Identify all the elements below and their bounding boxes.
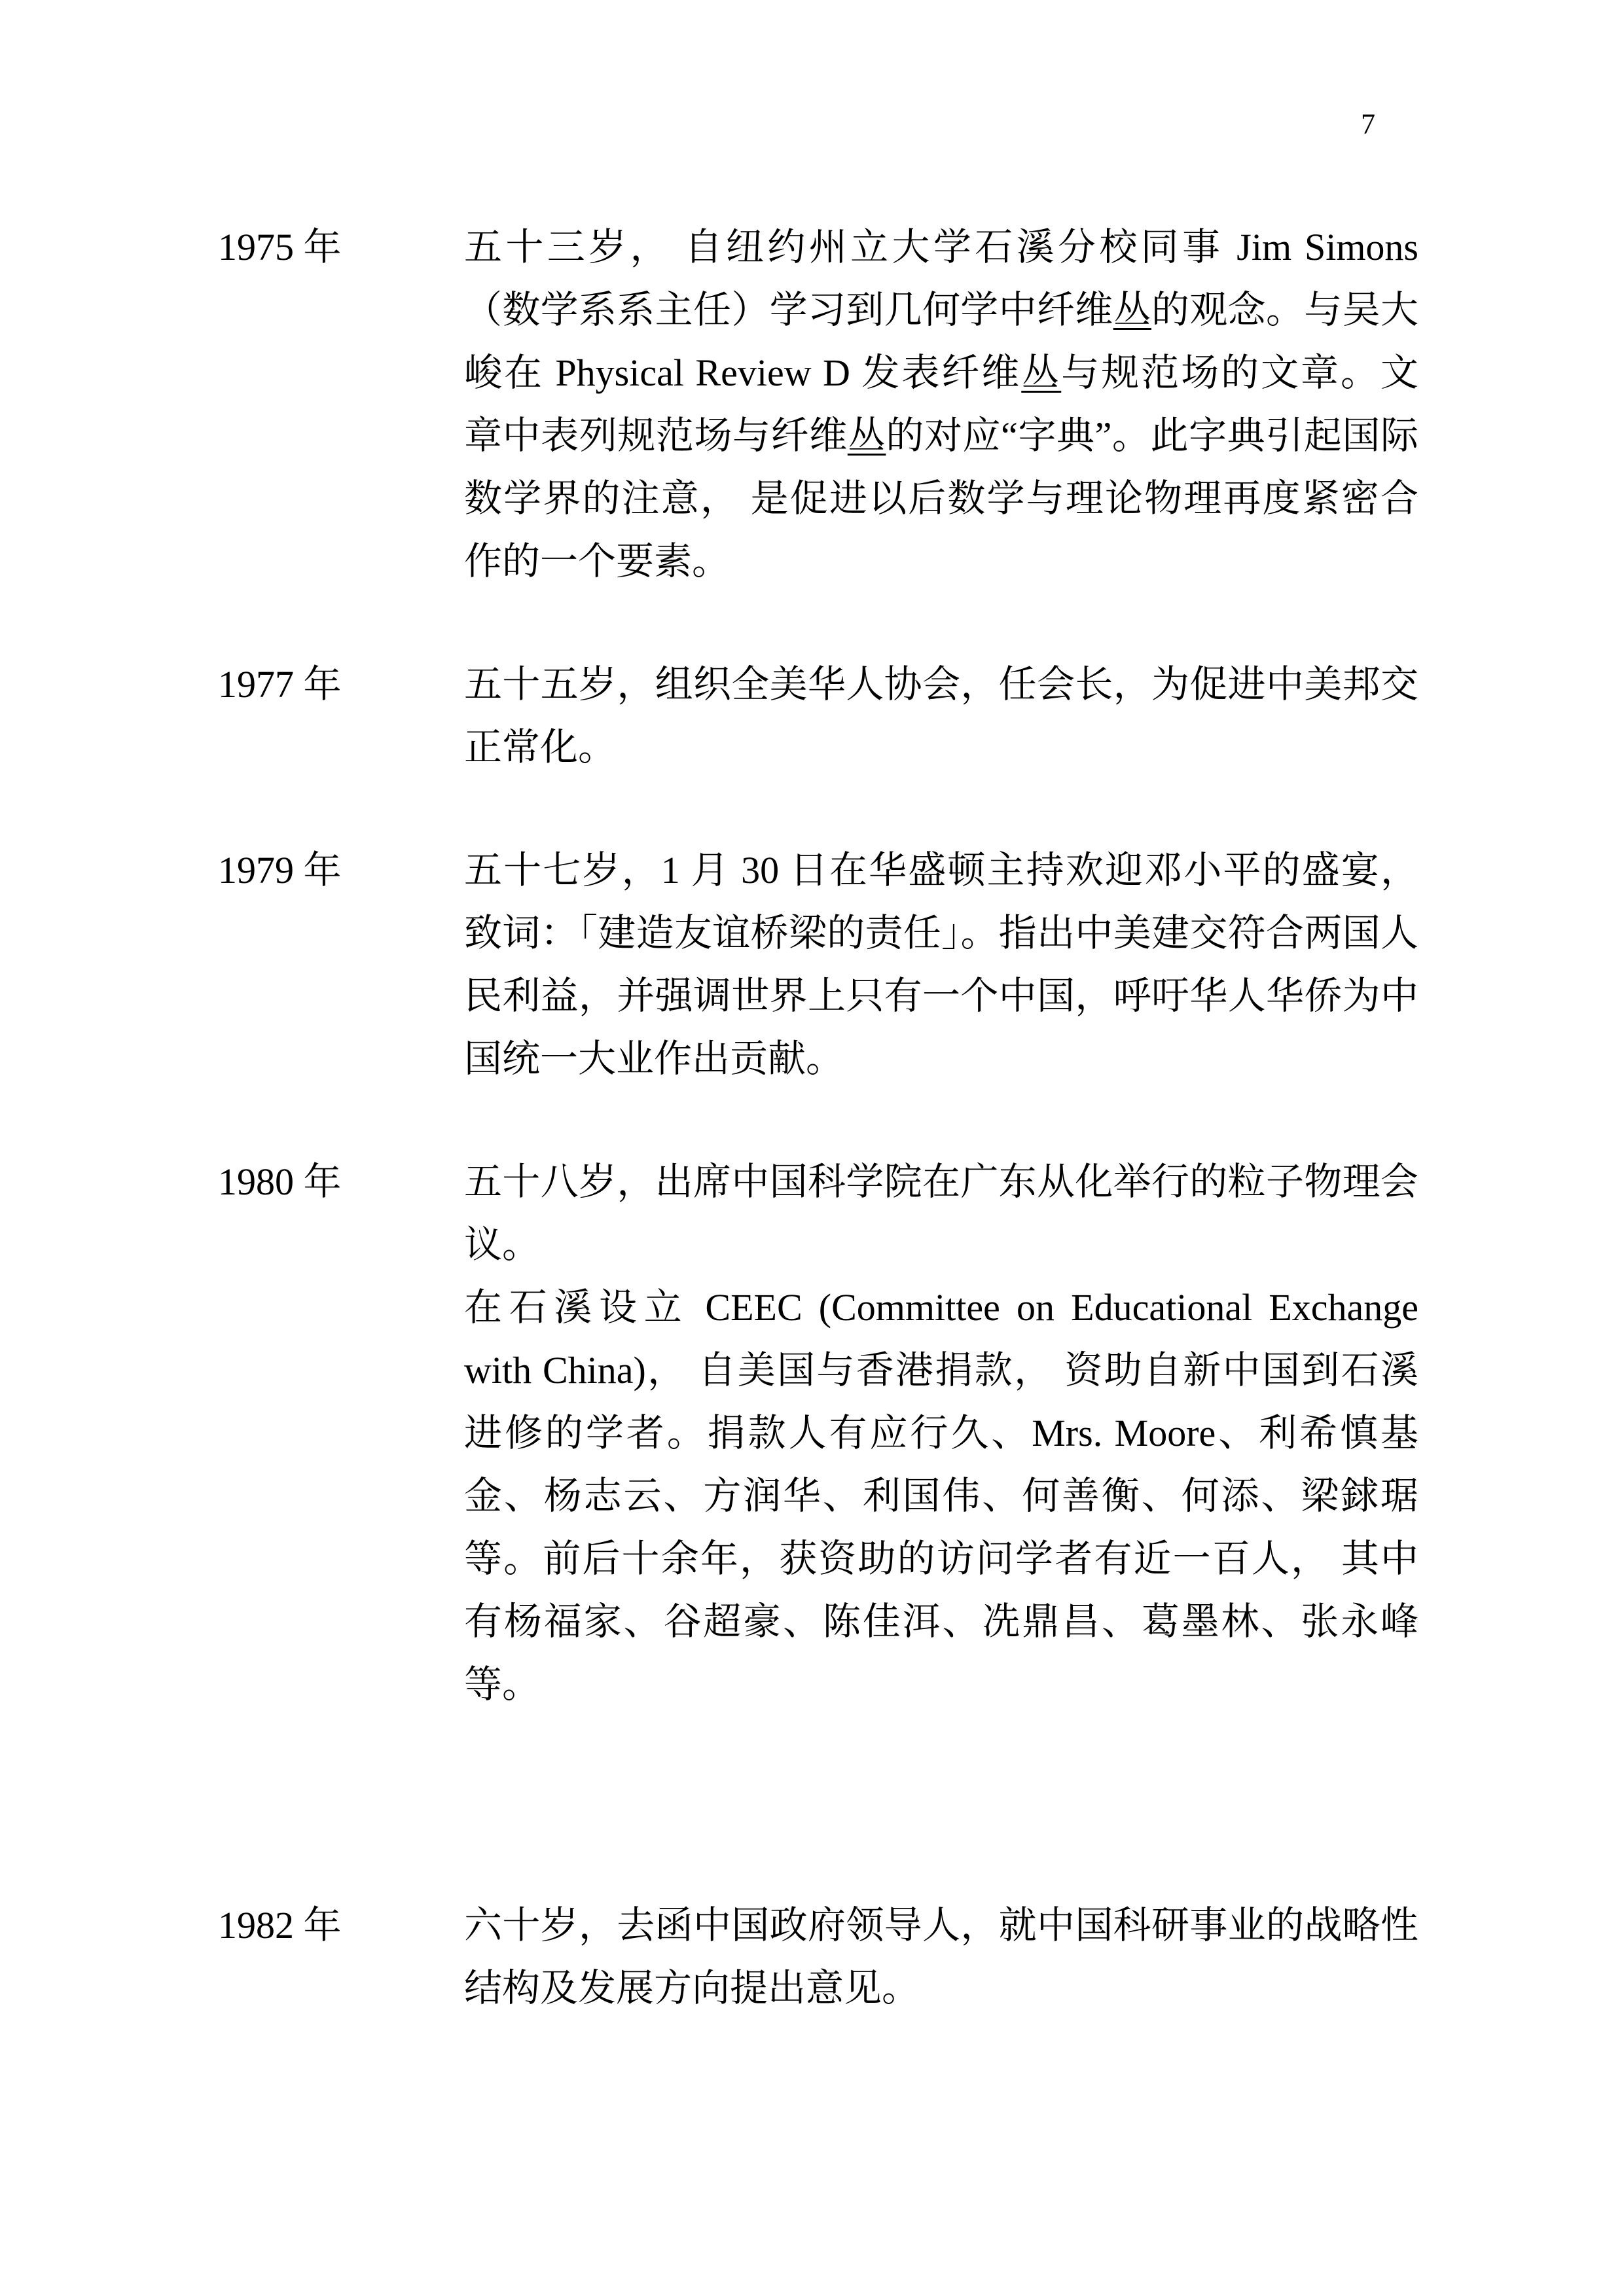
underlined-text: 丛 [1021, 351, 1062, 394]
entry-content [464, 216, 1418, 593]
underlined-text: 丛 [1113, 289, 1151, 331]
text-run: 在石溪设立 CEEC (Committee on Educational Exchange with China)， 自美国与香港捐款， 资助自新中国到石溪进修的学者。捐款人有应行久、Mrs. Moore、利希慎基金、杨志云、方润华、利国伟、何善衡、何添、梁銶琚等。前后十余年，获资助的访问学者有近一百人， 其中有杨福家、谷超豪、陈佳洱、冼鼎昌、葛墨林、张永峰等。 [464, 1286, 1418, 1706]
entry-paragraph [464, 216, 1418, 593]
text-run: 五十五岁，组织全美华人协会，任会长，为促进中美邦交正常化。 [464, 663, 1418, 768]
entry-year: 1980 年 [218, 1160, 342, 1203]
text-run: 与规范场的文章。文章中表列规范场与纤维 [464, 351, 1418, 457]
timeline-entry [218, 216, 1418, 593]
timeline-entry [218, 1894, 1418, 2020]
text-run: 五十八岁，出席中国科学院在广东从化举行的粒子物理会议。 [464, 1160, 1418, 1266]
timeline-entry [218, 839, 1418, 1090]
entry-paragraph [464, 1894, 1418, 2020]
text-run: 的对应“字典”。此字典引起国际数学界的注意， 是促进以后数学与理论物理再度紧密合作的一个要素。 [464, 414, 1418, 583]
entry-year: 1975 年 [218, 226, 342, 268]
text-run: 的观念。与吴大峻在 Physical Review D 发表纤维 [464, 289, 1418, 394]
text-run: 五十三岁， 自纽约州立大学石溪分校同事 Jim Simons（数学系系主任）学习到几何学中纤维 [464, 226, 1418, 331]
timeline-entry [218, 1151, 1418, 1716]
entry-content [464, 653, 1418, 779]
underlined-text: 丛 [847, 414, 886, 457]
page-number: 7 [1361, 108, 1375, 140]
entry-year: 1979 年 [218, 849, 342, 891]
timeline-entry [218, 653, 1418, 779]
entry-paragraph [464, 839, 1418, 1090]
text-run: 五十七岁，1 月 30 日在华盛顿主持欢迎邓小平的盛宴，致词：「建造友谊桥梁的责任」。指出中美建交符合两国人民利益，并强调世界上只有一个中国，呼吁华人华侨为中国统一大业作出贡献。 [464, 849, 1418, 1080]
text-run: 六十岁，去函中国政府领导人，就中国科研事业的战略性结构及发展方向提出意见。 [464, 1904, 1418, 2009]
entry-content [464, 839, 1418, 1090]
entry-year: 1982 年 [218, 1904, 342, 1946]
entry-content [464, 1151, 1418, 1716]
entry-content [464, 1894, 1418, 2020]
entry-year: 1977 年 [218, 663, 342, 706]
entry-paragraph [464, 653, 1418, 779]
entry-paragraph [464, 1276, 1418, 1716]
entry-paragraph [464, 1151, 1418, 1276]
